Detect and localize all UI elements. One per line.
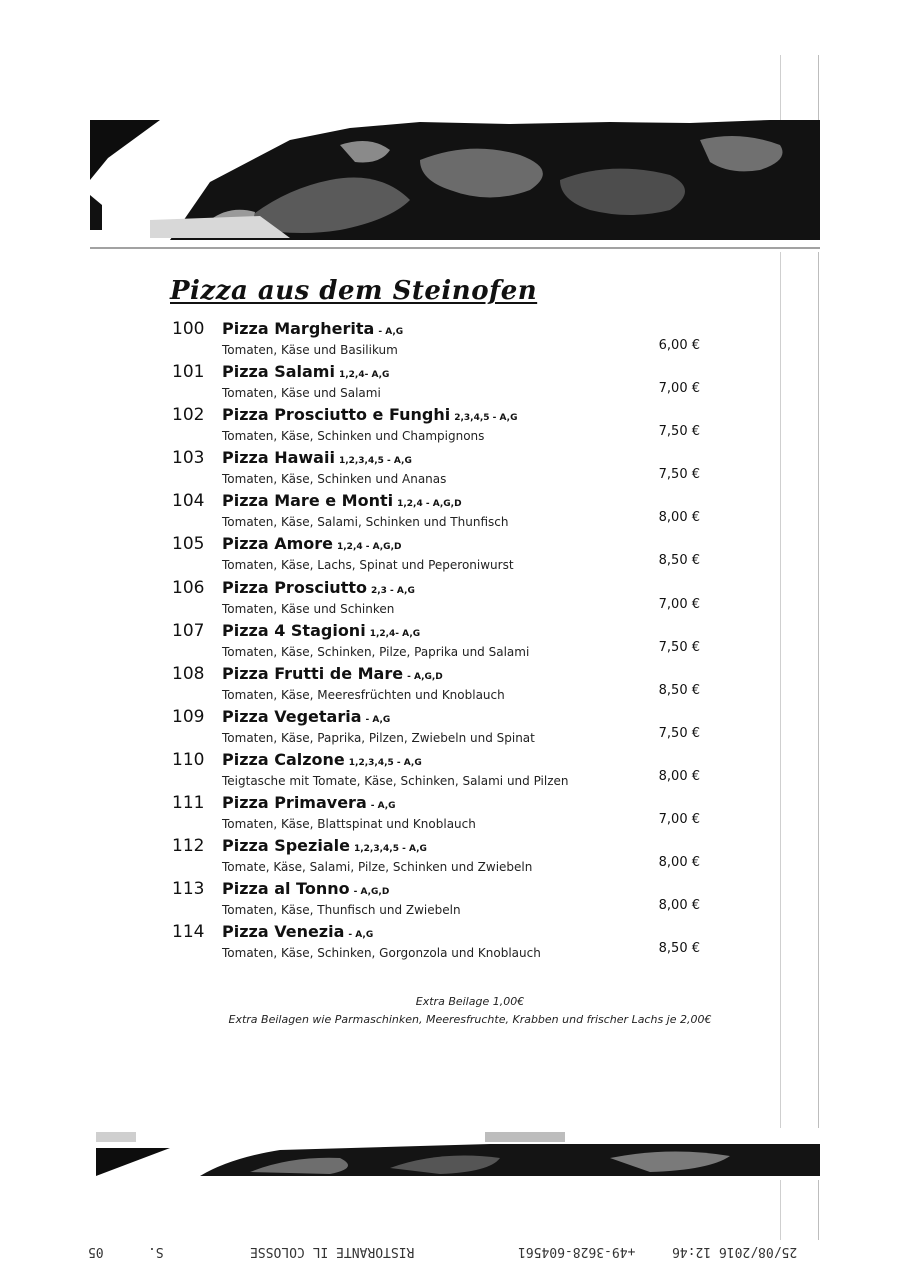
- menu-item: [172, 533, 712, 576]
- item-price: 7,50 €: [658, 725, 700, 741]
- menu-item: [172, 361, 712, 404]
- item-name-text: Pizza Mare e Monti: [222, 491, 394, 511]
- item-name: [222, 749, 422, 774]
- item-name-text: Pizza Speziale: [222, 836, 350, 856]
- item-name-text: Pizza 4 Stagioni: [222, 620, 366, 640]
- item-price: 8,00 €: [658, 768, 700, 784]
- item-allergen-codes: 1,2,3,4,5 - A,G: [338, 456, 412, 467]
- item-name: [222, 706, 390, 731]
- item-name: [222, 792, 396, 817]
- menu-item: [172, 706, 712, 749]
- item-number: 102: [172, 405, 205, 426]
- item-name-text: Pizza Frutti de Mare: [222, 663, 404, 683]
- item-name: [222, 835, 427, 860]
- header-decorative-banner: [90, 120, 820, 252]
- fax-phone-number: +49-3628-604561: [518, 1244, 636, 1259]
- item-number: 113: [172, 879, 205, 900]
- item-price: 8,00 €: [658, 510, 700, 526]
- item-name-text: Pizza Venezia: [222, 922, 345, 942]
- item-description: Tomaten, Käse, Schinken, Gorgonzola und Knoblauch: [222, 946, 541, 961]
- item-allergen-codes: 1,2,4- A,G: [338, 370, 390, 381]
- item-name: [222, 577, 415, 602]
- item-description: Tomaten, Käse, Schinken und Ananas: [222, 472, 447, 487]
- item-allergen-codes: 2,3 - A,G: [370, 585, 415, 596]
- item-number: 101: [172, 362, 205, 383]
- menu-item: [172, 318, 712, 361]
- item-allergen-codes: - A,G,D: [353, 887, 390, 898]
- item-number: 106: [172, 577, 205, 598]
- item-name: [222, 878, 389, 903]
- fax-page-number: 05: [88, 1244, 104, 1259]
- item-price: 6,00 €: [658, 338, 700, 353]
- item-price: 8,50 €: [658, 941, 700, 957]
- item-price: 7,50 €: [658, 639, 700, 655]
- extra-premium-topping-note: Extra Beilagen wie Parmaschinken, Meeresfruchte, Krabben und frischer Lachs je 2,00€: [228, 1013, 712, 1026]
- item-number: 111: [172, 793, 205, 814]
- item-name: [222, 490, 462, 515]
- item-price: 7,00 €: [658, 381, 700, 397]
- item-number: 103: [172, 448, 205, 469]
- menu-item: [172, 577, 712, 620]
- item-name: [222, 663, 443, 688]
- pizza-menu-list: [172, 318, 712, 964]
- item-number: 112: [172, 836, 205, 857]
- footer-decorative-banner: [90, 1128, 820, 1180]
- item-number: 107: [172, 620, 205, 641]
- item-description: Tomaten, Käse, Salami, Schinken und Thunfisch: [222, 515, 509, 530]
- item-description: Tomaten, Käse, Thunfisch und Zwiebeln: [222, 903, 461, 918]
- menu-item: [172, 878, 712, 921]
- item-allergen-codes: 2,3,4,5 - A,G: [454, 413, 518, 424]
- item-number: 114: [172, 922, 205, 943]
- item-allergen-codes: - A,G: [365, 714, 391, 725]
- item-description: Tomaten, Käse und Basilikum: [222, 343, 398, 357]
- item-price: 8,00 €: [658, 898, 700, 914]
- item-description: Tomate, Käse, Salami, Pilze, Schinken und Zwiebeln: [222, 860, 533, 875]
- item-number: 110: [172, 749, 205, 770]
- item-description: Tomaten, Käse, Lachs, Spinat und Peperoniwurst: [222, 558, 514, 573]
- item-number: 108: [172, 663, 205, 684]
- item-description: Tomaten, Käse und Salami: [222, 386, 381, 401]
- menu-item: [172, 792, 712, 835]
- item-name-text: Pizza Margherita: [222, 319, 375, 338]
- menu-item: [172, 921, 712, 964]
- item-allergen-codes: 1,2,3,4,5 - A,G: [348, 757, 422, 768]
- item-allergen-codes: - A,G: [370, 801, 396, 812]
- item-allergen-codes: 1,2,4 - A,G,D: [397, 499, 462, 510]
- item-price: 8,50 €: [658, 682, 700, 698]
- item-name: [222, 533, 401, 558]
- fax-datetime: 25/08/2016 12:46: [672, 1244, 798, 1259]
- item-allergen-codes: - A,G,D: [407, 671, 443, 682]
- item-price: 7,50 €: [658, 424, 700, 440]
- item-description: Tomaten, Käse, Paprika, Pilzen, Zwiebeln und Spinat: [222, 730, 535, 745]
- item-number: 100: [172, 319, 205, 339]
- item-name: [222, 620, 420, 645]
- item-allergen-codes: - A,G: [348, 930, 374, 941]
- menu-item: [172, 663, 712, 706]
- item-price: 7,50 €: [658, 467, 700, 483]
- menu-item: [172, 404, 712, 447]
- item-name-text: Pizza al Tonno: [222, 879, 350, 899]
- item-allergen-codes: 1,2,4- A,G: [369, 628, 421, 639]
- item-price: 7,00 €: [658, 812, 700, 828]
- menu-item: [172, 749, 712, 792]
- item-allergen-codes: - A,G: [378, 327, 404, 337]
- item-allergen-codes: 1,2,4 - A,G,D: [337, 542, 402, 553]
- item-name-text: Pizza Amore: [222, 534, 333, 554]
- item-name-text: Pizza Calzone: [222, 749, 345, 769]
- item-allergen-codes: 1,2,3,4,5 - A,G: [353, 844, 427, 855]
- item-name: [222, 921, 373, 946]
- fax-page-label: S.: [148, 1244, 164, 1259]
- item-price: 8,00 €: [658, 855, 700, 871]
- item-name: [222, 318, 403, 343]
- fax-sender-name: RISTORANTE IL COLOSSE: [250, 1244, 415, 1259]
- item-price: 8,50 €: [658, 553, 700, 569]
- item-name-text: Pizza Primavera: [222, 793, 367, 813]
- item-name: [222, 361, 389, 386]
- item-name-text: Pizza Vegetaria: [222, 706, 362, 726]
- item-number: 104: [172, 491, 205, 512]
- item-price: 7,00 €: [658, 596, 700, 612]
- item-name-text: Pizza Prosciutto e Funghi: [222, 405, 451, 425]
- extra-topping-note: Extra Beilage 1,00€: [415, 995, 525, 1008]
- item-description: Tomaten, Käse, Blattspinat und Knoblauch: [222, 817, 476, 832]
- item-description: Teigtasche mit Tomate, Käse, Schinken, Salami und Pilzen: [222, 773, 569, 788]
- item-number: 109: [172, 706, 205, 727]
- menu-item: [172, 490, 712, 533]
- menu-item: [172, 447, 712, 490]
- item-number: 105: [172, 534, 205, 555]
- item-description: Tomaten, Käse, Meeresfrüchten und Knoblauch: [222, 687, 505, 702]
- item-name-text: Pizza Prosciutto: [222, 577, 367, 597]
- item-name-text: Pizza Hawaii: [222, 448, 335, 468]
- item-name-text: Pizza Salami: [222, 362, 335, 382]
- item-name: [222, 404, 517, 429]
- menu-item: [172, 620, 712, 663]
- item-description: Tomaten, Käse, Schinken, Pilze, Paprika und Salami: [222, 644, 530, 659]
- item-description: Tomaten, Käse, Schinken und Champignons: [222, 429, 485, 444]
- item-description: Tomaten, Käse und Schinken: [222, 601, 395, 616]
- section-heading: Pizza aus dem Steinofen: [170, 276, 538, 306]
- item-name: [222, 447, 412, 472]
- menu-item: [172, 835, 712, 878]
